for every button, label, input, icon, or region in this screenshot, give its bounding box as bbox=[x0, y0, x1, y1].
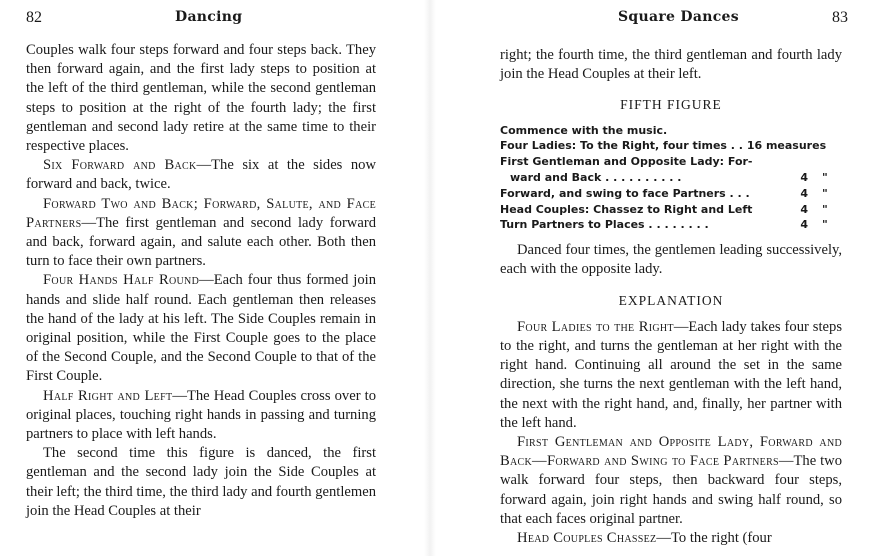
figure-row-measures: 4 bbox=[800, 202, 808, 216]
figure-row-ditto: " bbox=[822, 218, 828, 232]
left-running-title: Dancing bbox=[175, 9, 243, 25]
paragraph-heading: Four Hands Half Round bbox=[43, 272, 200, 289]
figure-row-label: Four Ladies: To the Right, four times . . 16 measures bbox=[500, 139, 827, 153]
figure-row-ditto: " bbox=[822, 202, 828, 216]
figure-row-ditto: " bbox=[822, 171, 828, 184]
right-running-title: Square Dances bbox=[618, 9, 739, 25]
figure-row-label: Forward, and swing to face Partners . . . bbox=[500, 186, 750, 200]
figure-row-label: ward and Back . . . . . . . . . . bbox=[510, 171, 682, 184]
figure-row bbox=[500, 138, 842, 154]
figure-row bbox=[500, 202, 842, 218]
paragraph-heading: Six Forward and Back bbox=[43, 157, 197, 174]
paragraph-text: —Each four thus formed join hands and slide half round. Each gentleman then releases the hand of the lady at his left. The Side Couples remain in original position, while the First Couple goes to the place of the Second Couple, and the Second Couple to that of the First Couple. bbox=[26, 272, 376, 385]
paragraph-heading: Four Ladies to the Right bbox=[517, 318, 674, 335]
left-page bbox=[0, 0, 420, 556]
figure-row-measures: 4 bbox=[800, 186, 808, 200]
paragraph-text: —The two walk forward four steps, then backward four steps, forward again, join right hands and swing half round, so that each faces original partner. bbox=[500, 453, 843, 527]
left-running-head bbox=[0, 9, 420, 31]
paragraph-text: —The six at the sides now forward and back, twice. bbox=[26, 157, 376, 193]
figure-row-measures: 4 bbox=[800, 171, 808, 184]
left-page-number: 82 bbox=[26, 9, 42, 26]
figure-row bbox=[500, 170, 842, 186]
figure-row-label: Head Couples: Chassez to Right and Left bbox=[500, 202, 753, 216]
explanation-heading: EXPLANATION bbox=[618, 292, 724, 308]
figure-row-label: Turn Partners to Places . . . . . . . . bbox=[500, 218, 709, 232]
paragraph-heading: Half Right and Left bbox=[43, 387, 173, 404]
figure-row-label: Commence with the music. bbox=[500, 123, 668, 137]
figure-row bbox=[500, 154, 842, 170]
paragraph-text: The second time this figure is danced, the first gentleman and the second lady join the Side Couples at their left; the third time, the third lady and fourth gentlemen join the Head Couples at their bbox=[26, 445, 376, 519]
paragraph bbox=[26, 271, 376, 386]
right-body-text bbox=[500, 46, 842, 548]
paragraph-heading: Head Couples Chassez bbox=[517, 530, 657, 547]
paragraph bbox=[26, 387, 376, 445]
paragraph bbox=[26, 41, 376, 156]
paragraph-text: —The Head Couples cross over to original places, touching right hands in passing and turning partners to place with left hands. bbox=[26, 387, 376, 443]
paragraph bbox=[500, 529, 842, 548]
right-running-head bbox=[440, 9, 870, 31]
paragraph bbox=[26, 444, 376, 521]
figure-row-ditto: " bbox=[822, 186, 828, 200]
right-page-number: 83 bbox=[832, 9, 848, 26]
book-gutter bbox=[424, 0, 436, 556]
left-body-text bbox=[26, 41, 376, 521]
figure-table bbox=[500, 123, 842, 234]
paragraph-heading: First Gentleman and Opposite Lady, Forward and Back—Forward and Swing to Face Partners bbox=[500, 434, 842, 470]
paragraph bbox=[500, 433, 842, 529]
figure-row-measures: 4 bbox=[800, 218, 808, 232]
paragraph bbox=[500, 318, 842, 433]
paragraph-text: —To the right (four bbox=[656, 530, 772, 547]
paragraph bbox=[26, 195, 376, 272]
paragraph: Danced four times, the gentlemen leading successively, each with the opposite lady. bbox=[500, 242, 842, 278]
paragraph-text: —The first gentleman and second lady forward and back, forward again, and salute each other. Both then turn to face their own partners. bbox=[26, 214, 376, 270]
paragraph: right; the fourth time, the third gentleman and fourth lady join the Head Couples at their left. bbox=[500, 47, 842, 83]
figure-heading: FIFTH FIGURE bbox=[620, 97, 722, 113]
figure-row bbox=[500, 123, 842, 139]
paragraph-heading: Forward Two and Back; Forward, Salute, and Face Partners bbox=[26, 195, 376, 231]
figure-row bbox=[500, 217, 842, 233]
paragraph bbox=[26, 156, 376, 194]
paragraph-text: —Each lady takes four steps to the right, and turns the gentleman at her right with the right hand. Continuing all around the set in the same direction, she turns the next gentleman with the left hand, the next with the right hand, and, finally, her partner with the left hand. bbox=[500, 318, 842, 431]
right-page bbox=[440, 0, 870, 556]
figure-row bbox=[500, 186, 842, 202]
figure-row-label: First Gentleman and Opposite Lady: For- bbox=[500, 155, 753, 169]
paragraph-text: Couples walk four steps forward and four steps back. They then forward again, and the first lady steps to position at the left of the third gentleman, while the second gentleman steps to position at the right of the fourth lady; the first gentleman and second lady retire at the same time to their respective places. bbox=[26, 42, 376, 155]
